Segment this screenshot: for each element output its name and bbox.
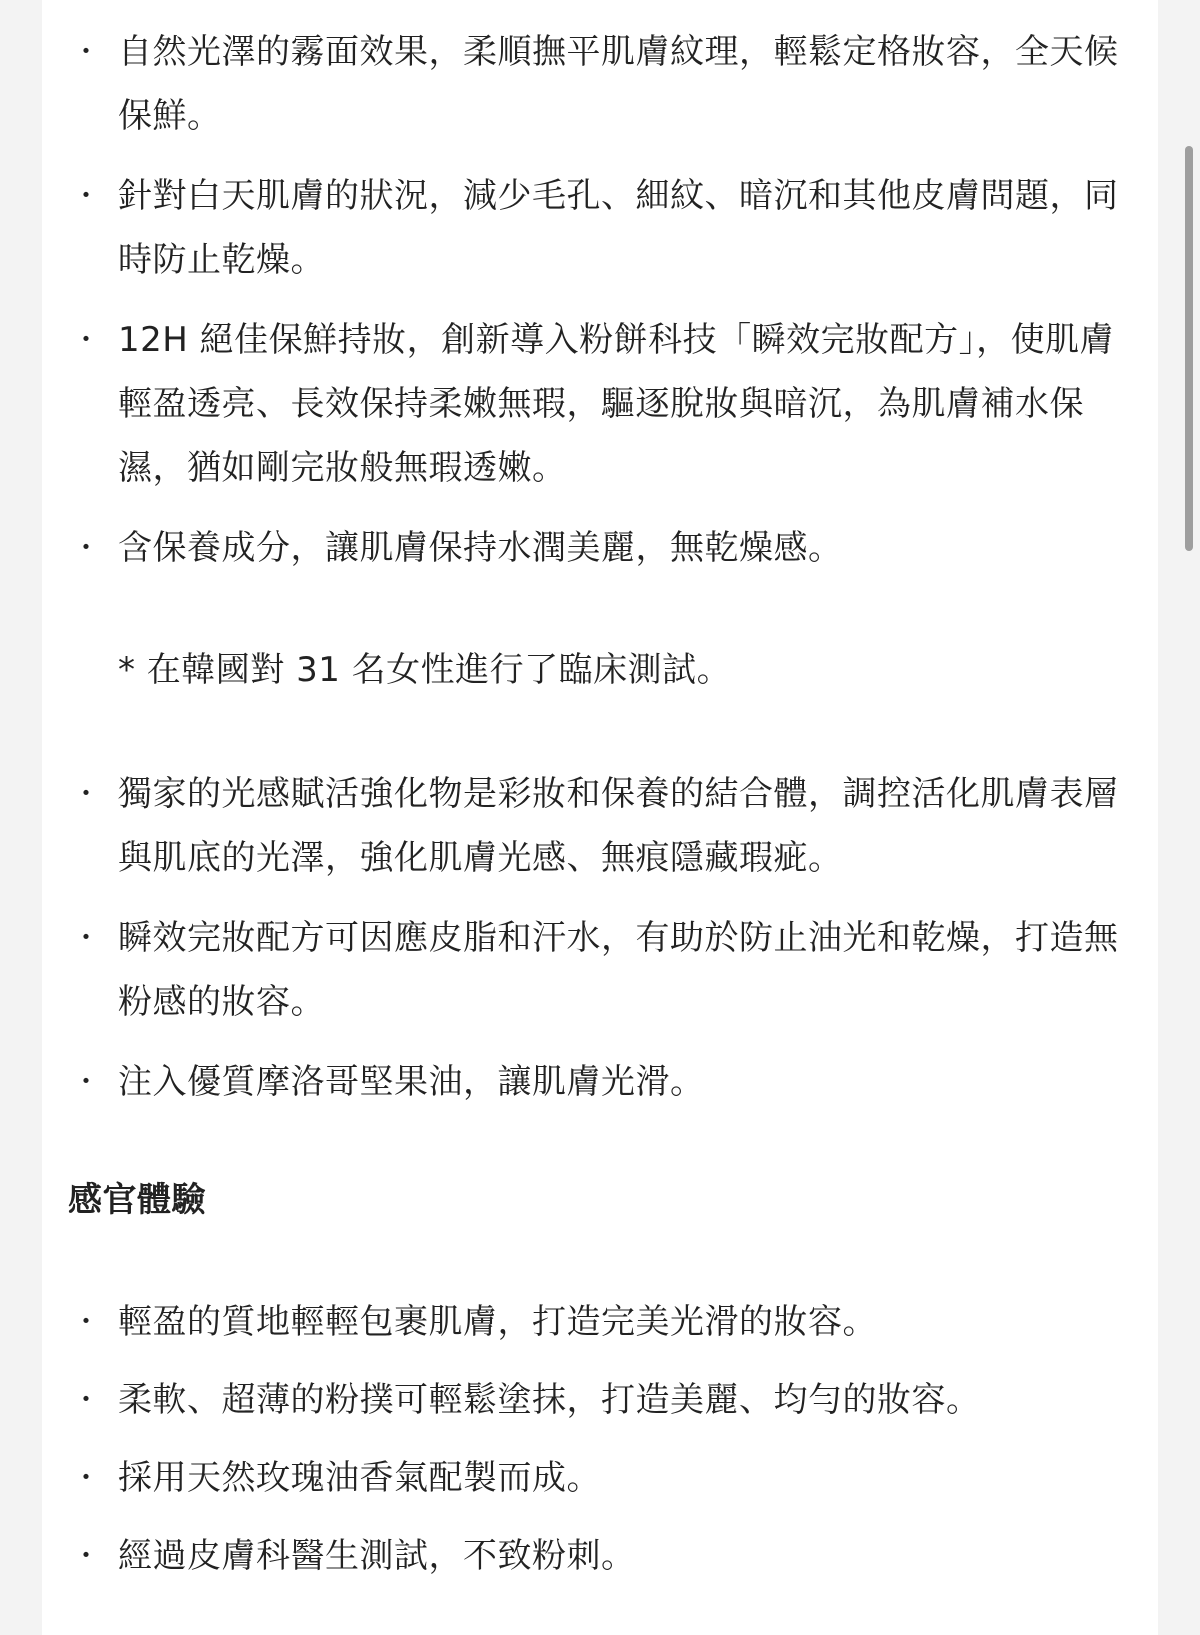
bullet-icon: ・ <box>72 323 101 356</box>
list-item-text: 獨家的光感賦活強化物是彩妝和保養的結合體，調控活化肌膚表層與肌底的光澤，強化肌膚光感、無痕隱藏瑕疵。 <box>118 774 1119 878</box>
list-item-text: 12H 絕佳保鮮持妝，創新導入粉餅科技「瞬效完妝配方」，使肌膚輕盈透亮、長效保持柔嫩無瑕，驅逐脫妝與暗沉，為肌膚補水保濕，猶如剛完妝般無瑕透嫩。 <box>118 320 1115 488</box>
feature-list <box>42 20 1158 596</box>
sensory-experience-heading: 感官體驗 <box>68 1180 206 1220</box>
scrollbar-thumb[interactable] <box>1185 146 1193 551</box>
sensory-list <box>42 1290 1158 1602</box>
list-item <box>42 906 1158 1034</box>
bullet-icon: ・ <box>72 179 101 212</box>
vertical-scrollbar[interactable] <box>1182 0 1196 1635</box>
list-item-text: 針對白天肌膚的狀況，減少毛孔、細紋、暗沉和其他皮膚問題，同時防止乾燥。 <box>118 176 1119 280</box>
list-item <box>42 762 1158 890</box>
list-item <box>42 516 1158 580</box>
bullet-icon: ・ <box>72 1383 101 1416</box>
list-item-text: 瞬效完妝配方可因應皮脂和汗水，有助於防止油光和乾燥，打造無粉感的妝容。 <box>118 918 1119 1022</box>
list-item-text: 輕盈的質地輕輕包裹肌膚，打造完美光滑的妝容。 <box>118 1302 877 1342</box>
bullet-icon: ・ <box>72 1305 101 1338</box>
bullet-icon: ・ <box>72 531 101 564</box>
list-item <box>42 308 1158 500</box>
list-item <box>42 164 1158 292</box>
list-item <box>42 1290 1158 1354</box>
bullet-icon: ・ <box>72 1461 101 1494</box>
list-item <box>42 20 1158 148</box>
clinical-test-footnote: * 在韓國對 31 名女性進行了臨床測試。 <box>118 650 732 690</box>
feature-list-2 <box>42 762 1158 1130</box>
bullet-icon: ・ <box>72 921 101 954</box>
list-item <box>42 1524 1158 1588</box>
bullet-icon: ・ <box>72 1539 101 1572</box>
list-item-text: 含保養成分，讓肌膚保持水潤美麗，無乾燥感。 <box>118 528 843 568</box>
list-item <box>42 1050 1158 1114</box>
list-item-text: 注入優質摩洛哥堅果油，讓肌膚光滑。 <box>118 1062 705 1102</box>
list-item <box>42 1446 1158 1510</box>
list-item-text: 柔軟、超薄的粉撲可輕鬆塗抹，打造美麗、均勻的妝容。 <box>118 1380 981 1420</box>
list-item-text: 經過皮膚科醫生測試，不致粉刺。 <box>118 1536 636 1576</box>
list-item <box>42 1368 1158 1432</box>
bullet-icon: ・ <box>72 1065 101 1098</box>
bullet-icon: ・ <box>72 35 101 68</box>
list-item-text: 採用天然玫瑰油香氣配製而成。 <box>118 1458 601 1498</box>
list-item-text: 自然光澤的霧面效果，柔順撫平肌膚紋理，輕鬆定格妝容，全天候保鮮。 <box>118 32 1119 136</box>
bullet-icon: ・ <box>72 777 101 810</box>
product-description-card <box>42 0 1158 1635</box>
